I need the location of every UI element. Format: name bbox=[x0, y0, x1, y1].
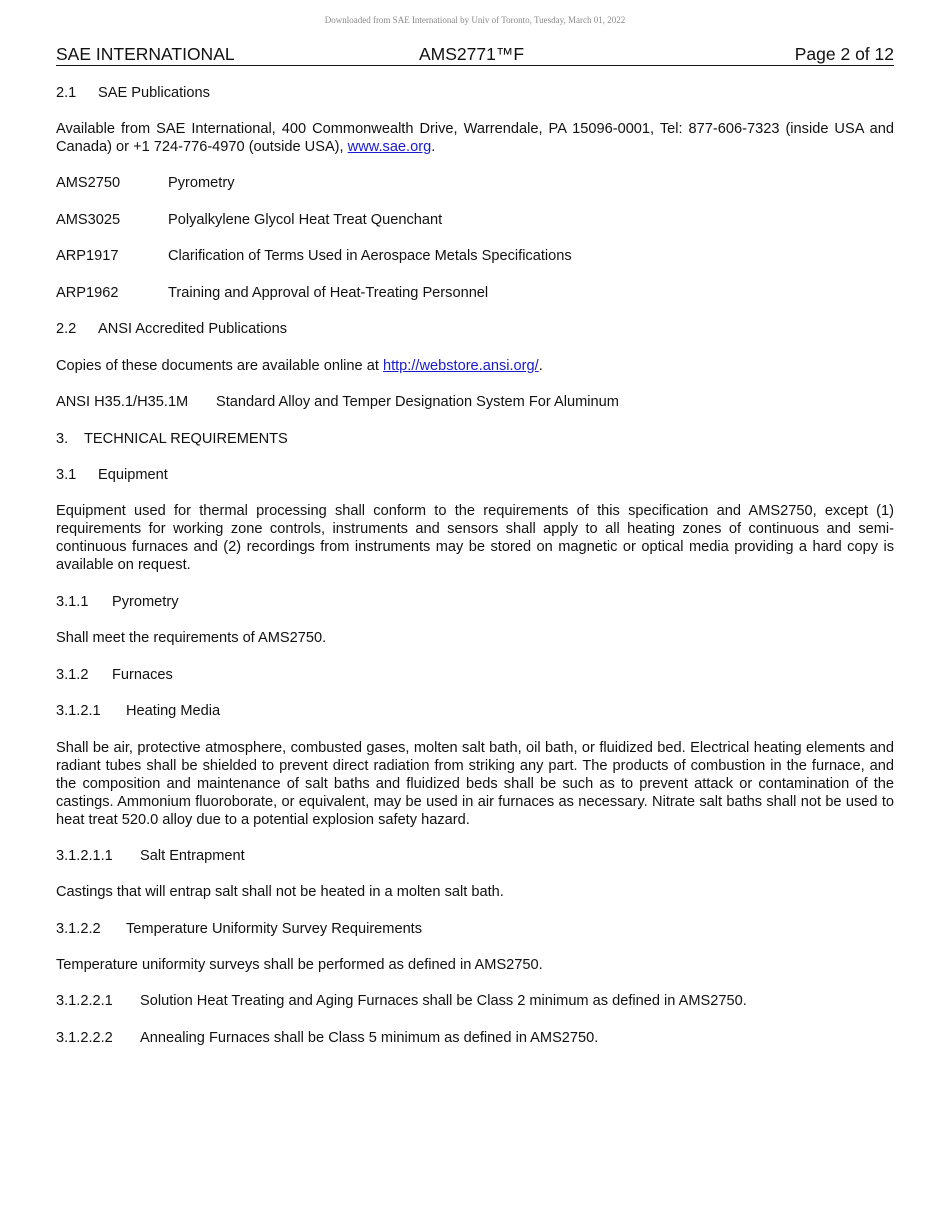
section-heading-3-1-2 bbox=[56, 666, 173, 684]
section-heading-3-1-2-1-1 bbox=[56, 847, 245, 865]
section-heading-3-1-1 bbox=[56, 593, 179, 611]
ansi-reference-row bbox=[56, 393, 619, 411]
equipment-paragraph: Equipment used for thermal processing shall conform to the requirements of this specification and AMS2750, except (1) requirements for working zone controls, instruments and sensors shall apply to all heating zones of continuous and semi-continuous furnaces and (2) recordings from instruments may be stored on magnetic or optical media providing a hard copy is available on request. bbox=[56, 503, 894, 573]
paragraph-end: . bbox=[431, 139, 436, 155]
reference-title: Polyalkylene Glycol Heat Treat Quenchant bbox=[168, 212, 443, 228]
section-number: 2.2 bbox=[56, 321, 77, 337]
section-number: 3.1.2.1.1 bbox=[56, 848, 113, 864]
reference-code: ARP1962 bbox=[56, 285, 119, 301]
section-title: Annealing Furnaces shall be Class 5 minimum as defined in AMS2750. bbox=[140, 1030, 599, 1046]
section-heading-3-1-2-1 bbox=[56, 702, 220, 720]
section-heading-3-1-2-2 bbox=[56, 920, 422, 938]
reference-row bbox=[56, 284, 488, 302]
header-document-number: AMS2771™F bbox=[419, 44, 525, 64]
reference-code: AMS2750 bbox=[56, 175, 121, 191]
section-number: 2.1 bbox=[56, 85, 77, 101]
header-organization: SAE INTERNATIONAL bbox=[56, 44, 235, 64]
download-watermark: Downloaded from SAE International by Univ of Toronto, Tuesday, March 01, 2022 bbox=[324, 15, 626, 25]
section-title: Pyrometry bbox=[112, 594, 179, 610]
section-number: 3.1.2.2 bbox=[56, 921, 101, 937]
ansi-availability-paragraph bbox=[56, 357, 894, 375]
section-title: Salt Entrapment bbox=[140, 848, 245, 864]
page-header bbox=[56, 44, 894, 66]
reference-code: ANSI H35.1/H35.1M bbox=[56, 394, 189, 410]
section-number: 3.1.2.1 bbox=[56, 703, 101, 719]
ansi-webstore-link[interactable]: http://webstore.ansi.org/ bbox=[382, 358, 539, 374]
section-title: ANSI Accredited Publications bbox=[98, 321, 288, 337]
heating-media-paragraph: Shall be air, protective atmosphere, combusted gases, molten salt bath, oil bath, or fluidized bed. Electrical heating elements and radiant tubes shall be shielded to prevent direct radiation from striking any part. The products of combustion in the furnace, and the composition and maintenance of salt baths and fluidized beds shall be such as to prevent attack or contamination of the castings. Ammonium fluoroborate, or equivalent, may be used in air furnaces as necessary. Nitrate salt baths shall not be used to heat treat 520.0 alloy due to a potential explosion safety hazard. bbox=[56, 740, 894, 828]
paragraph-text: Available from SAE International, 400 Commonwealth Drive, Warrendale, PA 15096-0001, Tel: 877-606-7323 (inside USA and Canada) or +1 724-776-4970 (outside USA), bbox=[56, 121, 894, 155]
section-heading-3 bbox=[56, 430, 288, 448]
section-heading-2-2 bbox=[56, 320, 287, 338]
reference-row bbox=[56, 174, 235, 192]
section-title: Furnaces bbox=[112, 667, 173, 683]
section-title: SAE Publications bbox=[98, 85, 210, 101]
section-heading-3-1 bbox=[56, 466, 168, 484]
section-number: 3.1.2 bbox=[56, 667, 89, 683]
reference-row bbox=[56, 247, 572, 265]
section-number: 3. bbox=[56, 431, 69, 447]
reference-title: Standard Alloy and Temper Designation System For Aluminum bbox=[216, 394, 619, 410]
section-title: Equipment bbox=[98, 467, 168, 483]
section-heading-2-1 bbox=[56, 84, 210, 102]
pyrometry-paragraph: Shall meet the requirements of AMS2750. bbox=[56, 630, 327, 646]
paragraph-end: . bbox=[538, 358, 543, 374]
section-number: 3.1 bbox=[56, 467, 77, 483]
section-number: 3.1.2.2.2 bbox=[56, 1030, 113, 1046]
uniformity-survey-paragraph: Temperature uniformity surveys shall be performed as defined in AMS2750. bbox=[56, 957, 543, 973]
section-title: TECHNICAL REQUIREMENTS bbox=[84, 431, 288, 447]
header-page-number: Page 2 of 12 bbox=[794, 44, 894, 64]
section-title: Solution Heat Treating and Aging Furnaces shall be Class 2 minimum as defined in AMS2750. bbox=[140, 993, 747, 1009]
section-number: 3.1.1 bbox=[56, 594, 89, 610]
paragraph-text: Copies of these documents are available online at bbox=[56, 358, 379, 374]
reference-title: Pyrometry bbox=[168, 175, 235, 191]
section-title: Heating Media bbox=[126, 703, 221, 719]
section-number: 3.1.2.2.1 bbox=[56, 993, 113, 1009]
reference-code: AMS3025 bbox=[56, 212, 121, 228]
sae-website-link[interactable]: www.sae.org bbox=[347, 139, 432, 155]
sae-availability-paragraph bbox=[56, 120, 894, 156]
reference-code: ARP1917 bbox=[56, 248, 119, 264]
reference-title: Clarification of Terms Used in Aerospace Metals Specifications bbox=[168, 248, 572, 264]
reference-title: Training and Approval of Heat-Treating Personnel bbox=[168, 285, 489, 301]
section-heading-3-1-2-2-1 bbox=[56, 992, 747, 1010]
section-title: Temperature Uniformity Survey Requirements bbox=[126, 921, 423, 937]
reference-row bbox=[56, 211, 442, 229]
section-heading-3-1-2-2-2 bbox=[56, 1029, 598, 1047]
salt-entrapment-paragraph: Castings that will entrap salt shall not be heated in a molten salt bath. bbox=[56, 884, 504, 900]
